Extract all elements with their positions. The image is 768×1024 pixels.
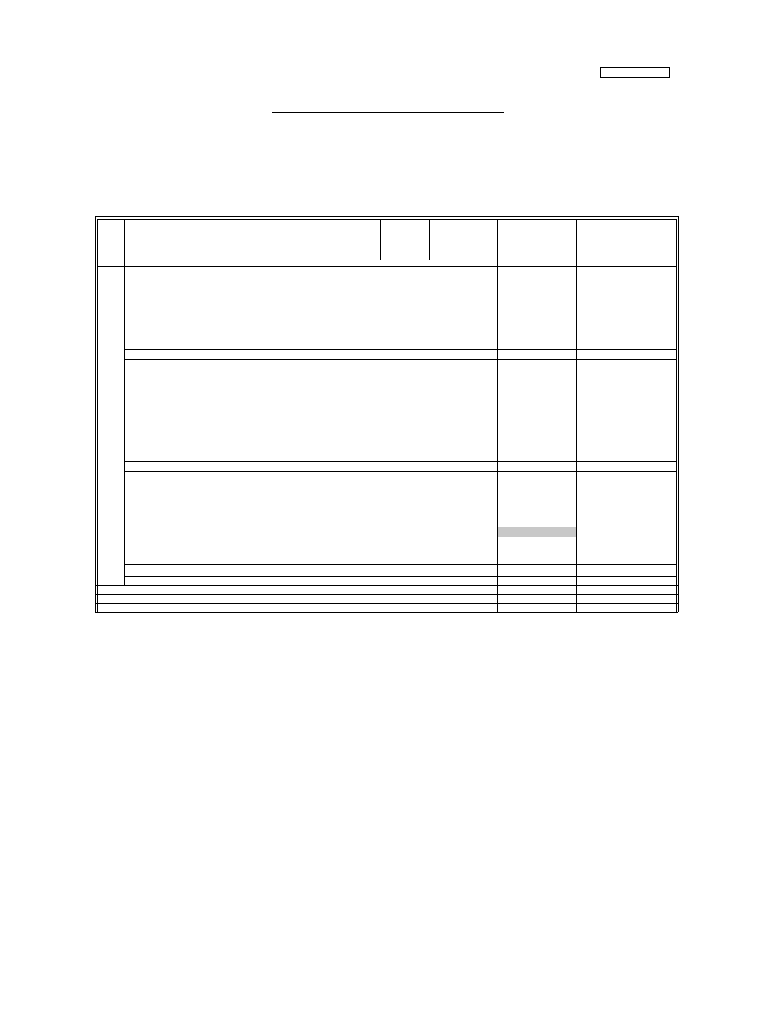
title-rule xyxy=(272,112,504,113)
table-border-right-inner xyxy=(676,219,677,612)
bahan-sum-rule-top xyxy=(124,461,676,462)
header-bottom-rule xyxy=(97,266,676,267)
table-border-top xyxy=(95,216,678,217)
bahan-sum-rule-bottom xyxy=(124,471,676,472)
table-border-right xyxy=(678,216,679,612)
summary-rule-1 xyxy=(95,594,678,595)
highlighted-price-cell xyxy=(498,527,576,537)
peralatan-sum-rule-bottom xyxy=(124,576,676,577)
summary-rule-top xyxy=(95,585,678,586)
table-border-bottom xyxy=(95,612,678,613)
table-border-top-inner xyxy=(97,219,676,220)
table-border-left xyxy=(95,216,96,612)
col-divider-harga xyxy=(576,219,577,612)
summary-rule-2 xyxy=(95,603,678,604)
col-divider-kuantitas xyxy=(497,219,498,612)
peralatan-sum-rule-top xyxy=(124,564,676,565)
col-divider-komponen xyxy=(380,219,381,260)
table-border-left-inner xyxy=(97,219,98,612)
tenaga-sum-rule-bottom xyxy=(124,359,676,360)
form-code xyxy=(600,67,670,78)
tenaga-sum-rule-top xyxy=(124,349,676,350)
col-divider-no xyxy=(124,219,125,585)
col-divider-satuan xyxy=(429,219,430,260)
